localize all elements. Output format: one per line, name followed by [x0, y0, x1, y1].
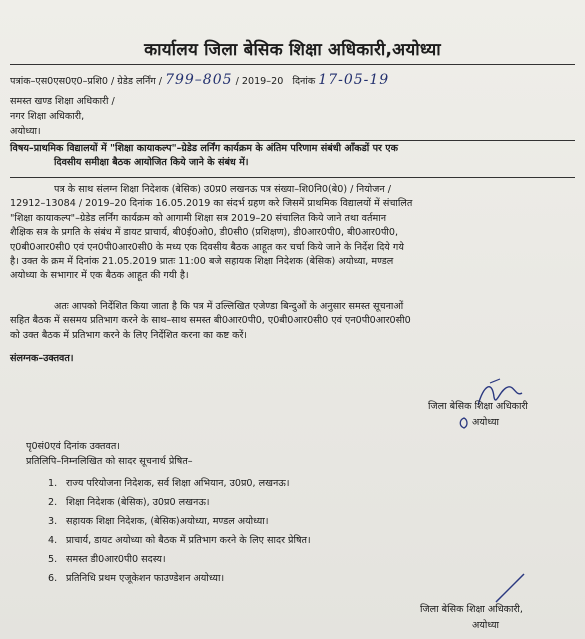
handwritten-date: 17-05-19	[318, 72, 390, 88]
reference-year: / 2019–20	[235, 76, 284, 87]
handwritten-letter-number: 799–805	[165, 72, 233, 88]
list-item: 4. प्राचार्य, डायट अयोध्या को बैठक में प्रतिभाग करने के लिए सादर प्रेषित।	[48, 535, 311, 546]
copy-recipient-list	[48, 477, 311, 591]
signature-1-place: अयोध्या	[472, 417, 500, 428]
body-line: शैक्षिक सत्र के प्रगति के संबंध में डायट प्राचार्य, बी0ई0ओ0, डी0सी0 (प्रशिक्षण), डी0आर0पी0, बी0आर0पी0,	[10, 227, 399, 239]
body-paragraph-2	[10, 300, 576, 343]
signature-1-title: जिला बेसिक शिक्षा अधिकारी	[428, 401, 528, 412]
body-line: ए0बी0आर0सी0 एवं एन0पी0आर0सी0 के मध्य एक दिवसीय बैठक आहूत कर चर्चा किये जाने के निर्देश दिये गये	[10, 241, 404, 253]
addressee-line: अयोध्या।	[10, 125, 41, 137]
addressee-line: समस्त खण्ड शिक्षा अधिकारी /	[10, 96, 115, 107]
copy-intro: प्रतिलिपि–निम्नलिखित को सादर सूचनार्थ प्रेषित–	[26, 456, 193, 467]
enclosure-note: संलग्नक–उक्तवत।	[10, 353, 74, 364]
subject-bottom-rule	[10, 177, 575, 178]
title-underline	[10, 64, 575, 65]
list-item: 6. प्रतिनिधि प्रथम एजूकेशन फाउण्डेशन अयोध्या।	[48, 573, 225, 584]
ink-mark	[458, 416, 470, 430]
list-item: 2. शिक्षा निदेशक (बेसिक), उ0प्र0 लखनऊ।	[48, 497, 210, 508]
date-label: दिनांक	[292, 76, 316, 87]
addressee-line: नगर शिक्षा अधिकारी,	[10, 110, 85, 122]
subject-line-1: विषय–प्राथमिक विद्यालयों में "शिक्षा कायाकल्प"–ग्रेडेड लर्निंग कार्यक्रम के अंतिम परिणाम संबंधी आँकडों पर एक	[10, 143, 398, 154]
handwritten-signature-2	[490, 568, 530, 608]
body-line: 12912–13084 / 2019–20 दिनांक 16.05.2019 का संदर्भ ग्रहण करे जिसमें प्राथमिक विद्यालयों में संचालित	[10, 198, 413, 210]
subject-top-rule	[10, 140, 575, 141]
body-line: सहित बैठक में ससमय प्रतिभाग करने के साथ–साथ समस्त बी0आर0पी0, ए0बी0आर0सी0 एवं एन0पी0आर0सी0	[10, 315, 411, 327]
body-line: अयोध्या के सभागार में एक बैठक आहूत की गयी है।	[10, 270, 189, 282]
signature-2-title: जिला बेसिक शिक्षा अधिकारी,	[420, 604, 523, 615]
list-item: 3. सहायक शिक्षा निदेशक, (बेसिक)अयोध्या, मण्डल अयोध्या।	[48, 516, 269, 527]
body-paragraph-1	[10, 183, 576, 284]
body-line: "शिक्षा कायाकल्प"–ग्रेडेड लर्निंग कार्यक्रम को आगामी शिक्षा सत्र 2019–20 संचालित किये जाने तथा वर्तमान	[10, 212, 387, 224]
list-item: 5. समस्त डी0आर0पी0 सदस्य।	[48, 554, 166, 565]
signature-2-place: अयोध्या	[472, 620, 500, 631]
copy-reference-line: पृ0सं0एवं दिनांक उक्तवत।	[26, 441, 120, 452]
body-line: है। उक्त के क्रम में दिनांक 21.05.2019 प्रातः 11:00 बजे सहायक शिक्षा निदेशक (बेसिक) अयोध्या, मण्डल	[10, 255, 394, 267]
list-item: 1. राज्य परियोजना निदेशक, सर्व शिक्षा अभियान, उ0प्र0, लखनऊ।	[48, 478, 290, 489]
body-line: पत्र के साथ संलग्न शिक्षा निदेशक (बेसिक) उ0प्र0 लखनऊ पत्र संख्या–शि0नि0(बे0) / नियोजन /	[54, 184, 392, 195]
office-title: कार्यालय जिला बेसिक शिक्षा अधिकारी,अयोध्या	[144, 40, 441, 60]
subject-block	[10, 142, 576, 171]
subject-line-2: दिवसीय समीक्षा बैठक आयोजित किये जाने के संबंध में।	[54, 157, 249, 169]
body-line: अतः आपको निर्देशित किया जाता है कि पत्र में उल्लिखित एजेण्डा बिन्दुओं के अनुसार समस्त सूचनाओं	[54, 301, 404, 312]
body-line: को उक्त बैठक में प्रतिभाग करने के लिए निर्देशित करना का कष्ट करें।	[10, 329, 248, 341]
addressee-block	[10, 95, 115, 140]
reference-line	[10, 70, 389, 90]
reference-prefix: पत्रांक–एस0एस0ए0–प्रशि0 / ग्रेडेड लर्निंग /	[10, 76, 163, 87]
